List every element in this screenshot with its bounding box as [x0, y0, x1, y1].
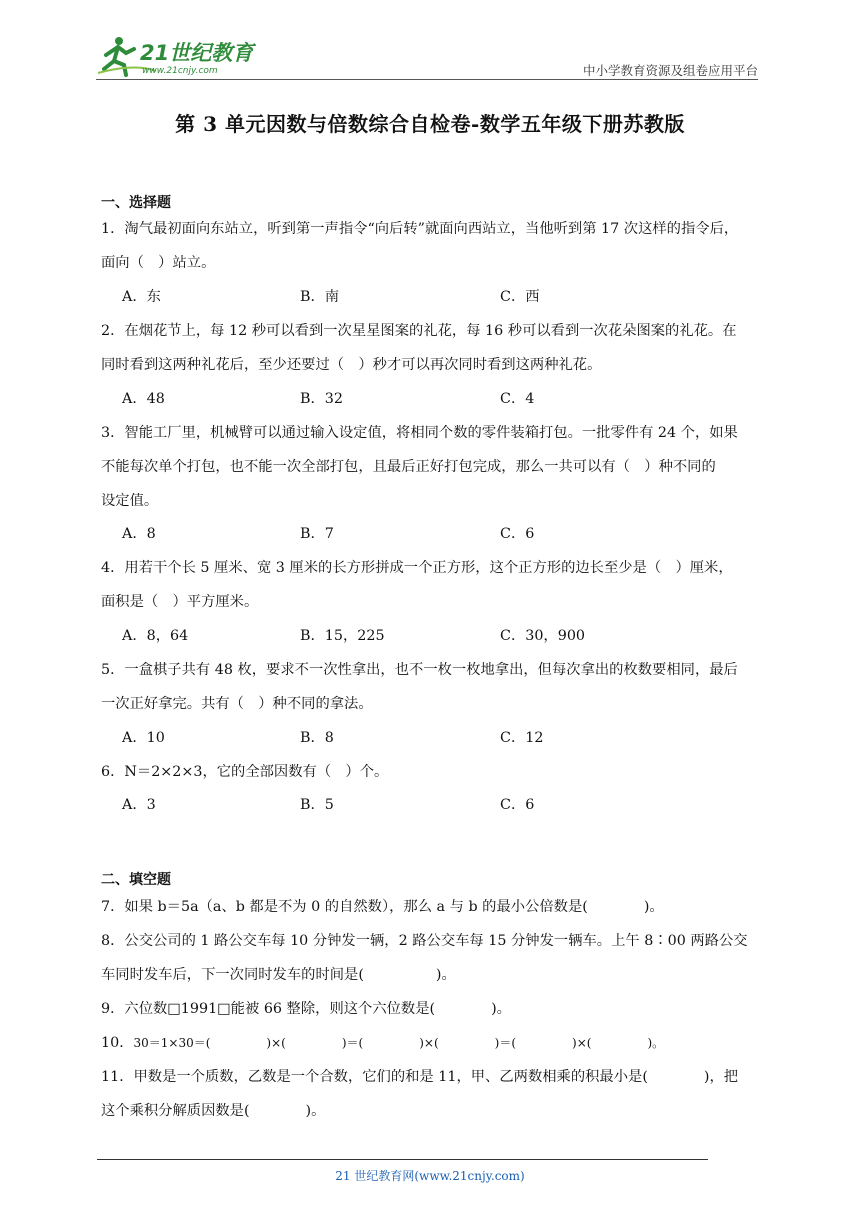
q11-mid: )，把	[703, 1069, 739, 1085]
question-line-8b	[101, 964, 456, 984]
q10-equation: 30＝1×30＝(	[133, 1036, 211, 1050]
question-line: 设定值。	[101, 493, 159, 509]
footer-link[interactable]: 21 世纪教育网(www.21cnjy.com)	[335, 1169, 525, 1183]
option-b: B．7	[300, 526, 334, 542]
q10-number: 10．	[101, 1035, 134, 1051]
option-b: B．南	[300, 289, 340, 305]
question-line: 一次正好拿完。共有（ ）种不同的拿法。	[101, 696, 373, 712]
section-heading-fill: 二、填空题	[101, 872, 171, 888]
question-line-9	[101, 998, 511, 1018]
q10-end: )。	[647, 1036, 665, 1050]
question-line: 不能每次单个打包，也不能一次全部打包，且最后正好打包完成，那么一共可以有（ ）种不同的	[101, 459, 716, 475]
question-line: 面积是（ ）平方厘米。	[101, 594, 259, 610]
question-line: 面向（ ）站立。	[101, 255, 216, 271]
option-b: B．15，225	[300, 628, 385, 644]
q11-text: 11．甲数是一个质数，乙数是一个合数，它们的和是 11，甲、乙两数相乘的积最小是(	[101, 1069, 648, 1085]
question-line: 4．用若干个长 5 厘米、宽 3 厘米的长方形拼成一个正方形，这个正方形的边长至少是（ ）厘米，	[101, 560, 733, 576]
logo-text: 21世纪教育	[140, 41, 254, 65]
option-a: A．东	[122, 289, 161, 305]
question-line-10	[101, 1032, 664, 1052]
question-line: 1．淘气最初面向东站立，听到第一声指令“向后转”就面向西站立，当他听到第 17 次这样的指令后，	[101, 221, 739, 237]
question-line: 2．在烟花节上，每 12 秒可以看到一次星星图案的礼花，每 16 秒可以看到一次花朵图案的礼花。在	[101, 323, 737, 339]
option-c: C．4	[500, 391, 535, 407]
question-line-7	[101, 896, 664, 916]
footer-divider	[97, 1159, 708, 1160]
question-line: 5．一盒棋子共有 48 枚，要求不一次性拿出，也不一枚一枚地拿出，但每次拿出的枚数要相同，最后	[101, 662, 738, 678]
platform-label: 中小学教育资源及组卷应用平台	[582, 63, 758, 78]
question-line-11a	[101, 1066, 738, 1086]
q7-end: )。	[643, 899, 664, 915]
option-c: C．西	[500, 289, 540, 305]
q7-text: 7．如果 b＝5a（a、b 都是不为 0 的自然数），那么 a 与 b 的最小公倍数是(	[101, 899, 588, 915]
q10-times: )×(	[419, 1036, 439, 1050]
header-divider	[96, 79, 758, 80]
question-line-8a: 8．公交公司的 1 路公交车每 10 分钟发一辆，2 路公交车每 15 分钟发一辆车。上午 8∶00 两路公交	[101, 933, 748, 949]
option-c: C．6	[500, 797, 535, 813]
option-b: B．32	[300, 391, 343, 407]
q9-end: )。	[491, 1001, 511, 1017]
q10-times: )×(	[266, 1036, 286, 1050]
option-b: B．8	[300, 730, 334, 746]
runner-logo-icon	[96, 33, 266, 79]
option-c: C．12	[500, 730, 544, 746]
site-logo	[96, 33, 266, 79]
q11-end: )。	[305, 1103, 326, 1119]
question-line: 3．智能工厂里，机械臂可以通过输入设定值，将相同个数的零件装箱打包。一批零件有 24 个，如果	[101, 425, 738, 441]
q8-end: )。	[435, 967, 456, 983]
q10-equals: )＝(	[494, 1036, 517, 1050]
option-a: A．8，64	[122, 628, 189, 644]
q10-equals: )＝(	[341, 1036, 364, 1050]
question-line-11b	[101, 1100, 325, 1120]
option-a: A．10	[122, 730, 165, 746]
option-c: C．30，900	[500, 628, 586, 644]
question-line: 同时看到这两种礼花后，至少还要过（ ）秒才可以再次同时看到这两种礼花。	[101, 357, 602, 373]
q11-text2: 这个乘积分解质因数是(	[101, 1103, 250, 1119]
option-a: A．3	[122, 797, 156, 813]
q10-times: )×(	[572, 1036, 592, 1050]
option-b: B．5	[300, 797, 334, 813]
option-c: C．6	[500, 526, 535, 542]
option-a: A．8	[122, 526, 156, 542]
q8-text: 车同时发车后，下一次同时发车的时间是(	[101, 967, 364, 983]
question-line: 6．N＝2×2×3，它的全部因数有（ ）个。	[101, 764, 389, 780]
section-heading-choice: 一、选择题	[101, 195, 171, 211]
q9-text: 9．六位数□1991□能被 66 整除，则这个六位数是(	[101, 1001, 436, 1017]
option-a: A．48	[122, 391, 165, 407]
page-title: 第 3 单元因数与倍数综合自检卷-数学五年级下册苏教版	[175, 112, 685, 136]
logo-url: www.21cnjy.com	[142, 66, 218, 76]
